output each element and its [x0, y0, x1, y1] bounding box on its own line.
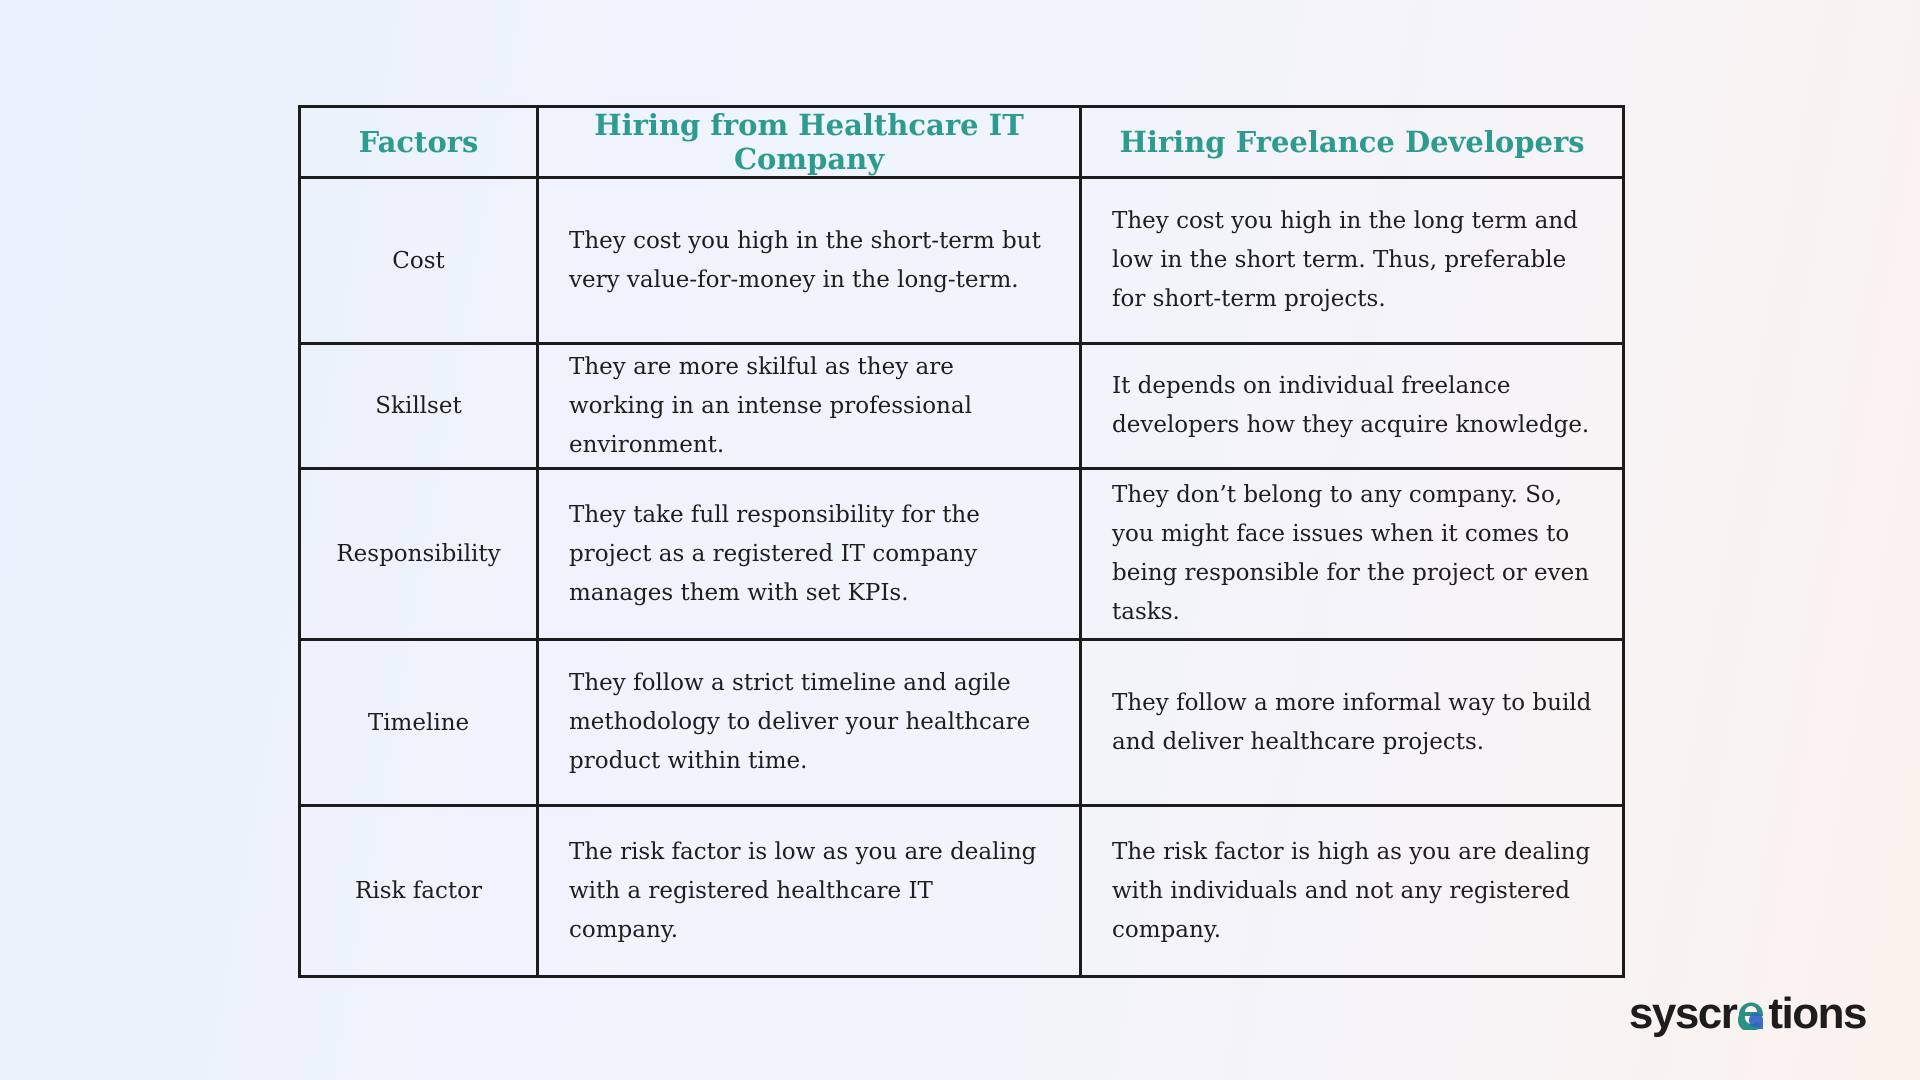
header-row: [300, 107, 1624, 178]
freelance-cell: They follow a more informal way to build and deliver healthcare projects.: [1081, 640, 1624, 806]
header-factors: Factors: [300, 107, 538, 178]
factor-cell: Responsibility: [300, 469, 538, 640]
comparison-table: [298, 105, 1625, 978]
table-row: [300, 344, 1624, 469]
table-row: [300, 806, 1624, 977]
freelance-cell: It depends on individual freelance developers how they acquire knowledge.: [1081, 344, 1624, 469]
factor-cell: Skillset: [300, 344, 538, 469]
syscreations-logo: [1628, 989, 1866, 1038]
company-cell: They take full responsibility for the project as a registered IT company manages them with set KPIs.: [538, 469, 1081, 640]
factor-cell: Timeline: [300, 640, 538, 806]
logo-text-suffix: tions: [1768, 989, 1866, 1038]
table-row: [300, 178, 1624, 344]
company-cell: They cost you high in the short-term but very value-for-money in the long-term.: [538, 178, 1081, 344]
freelance-cell: They don’t belong to any company. So, you might face issues when it comes to being responsible for the project or even tasks.: [1081, 469, 1624, 640]
factor-cell: Risk factor: [300, 806, 538, 977]
factor-cell: Cost: [300, 178, 538, 344]
logo-mark-icon: [1737, 998, 1767, 1030]
logo-text-prefix: syscr: [1628, 989, 1737, 1038]
company-cell: They are more skilful as they are working in an intense professional environment.: [538, 344, 1081, 469]
table-row: [300, 469, 1624, 640]
header-healthcare-it-company: Hiring from Healthcare IT Company: [538, 107, 1081, 178]
header-freelance-developers: Hiring Freelance Developers: [1081, 107, 1624, 178]
table-row: [300, 640, 1624, 806]
company-cell: They follow a strict timeline and agile methodology to deliver your healthcare product within time.: [538, 640, 1081, 806]
freelance-cell: They cost you high in the long term and low in the short term. Thus, preferable for short-term projects.: [1081, 178, 1624, 344]
company-cell: The risk factor is low as you are dealing with a registered healthcare IT company.: [538, 806, 1081, 977]
freelance-cell: The risk factor is high as you are dealing with individuals and not any registered company.: [1081, 806, 1624, 977]
